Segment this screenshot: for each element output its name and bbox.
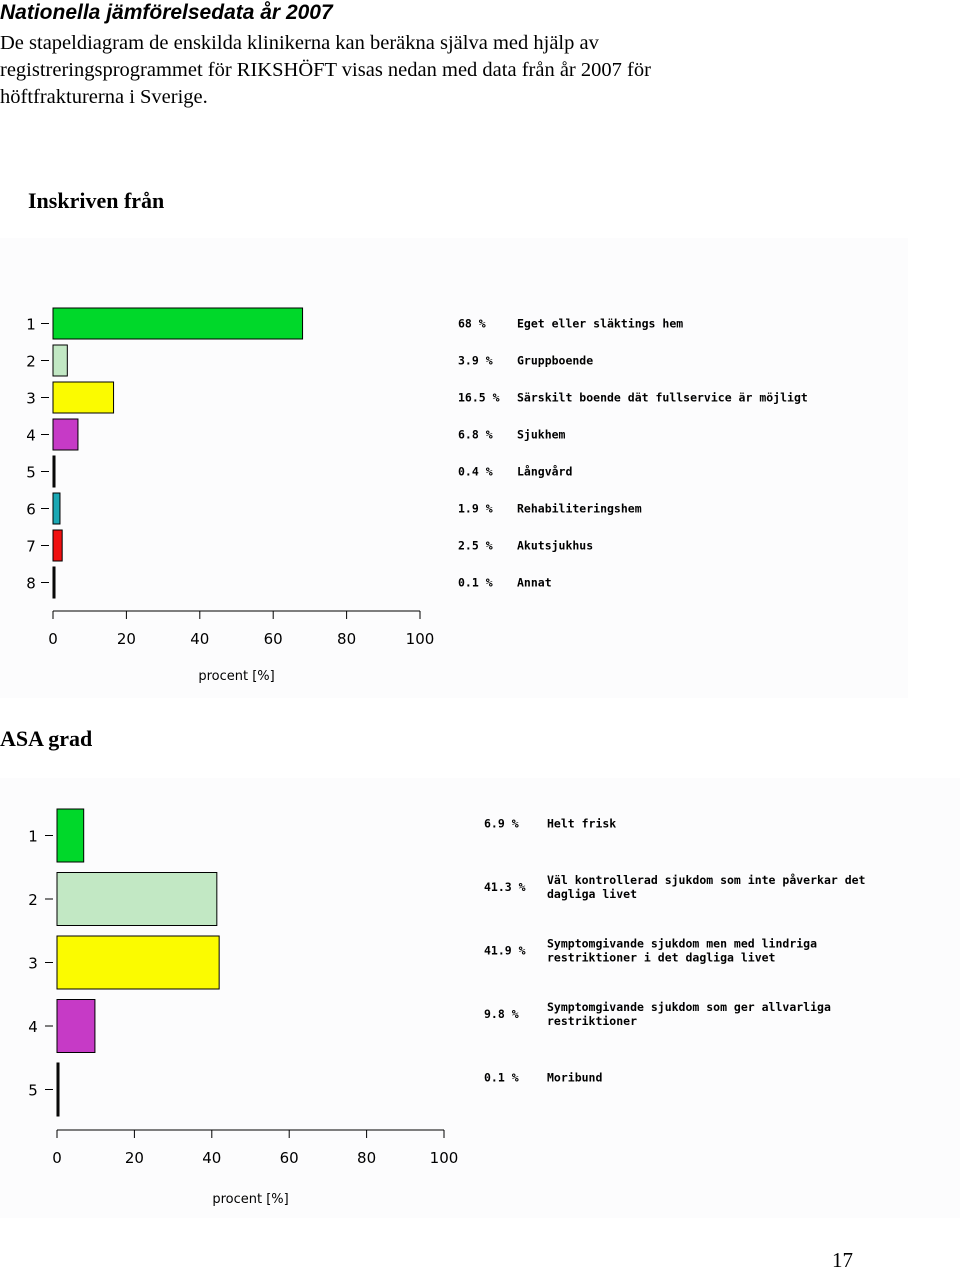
x-axis-title: procent [%] [198,669,275,684]
category-label: Särskilt boende dät fullservice är möjligt [517,390,808,405]
y-tick-label: 6 [26,500,36,519]
section-title-asa: ASA grad [0,726,93,751]
category-label: Helt frisk [547,816,617,831]
category-label: Annat [517,575,552,590]
category-label: Sjukhem [517,427,566,442]
x-tick-label: 100 [429,1149,459,1167]
bar [57,936,219,989]
y-tick-label: 7 [26,537,36,556]
bar [53,530,62,561]
x-axis-title: procent [%] [212,1192,289,1207]
bar [57,873,217,926]
bar [57,1000,95,1053]
y-tick-label: 4 [28,1018,38,1036]
category-label: restriktioner [547,1014,638,1028]
chart-asa-grad [0,778,960,1218]
bar [57,809,84,862]
category-label: Väl kontrollerad sjukdom som inte påverkar det [547,873,866,887]
value-label: 6.9 % [484,816,519,831]
category-label: dagliga livet [547,887,638,901]
x-tick-label: 20 [116,630,136,648]
page-heading: Nationella jämförelsedata år 2007 [0,1,333,24]
value-label: 2.5 % [458,538,493,553]
value-label: 68 % [458,316,486,331]
value-label: 16.5 % [458,390,500,405]
value-label: 9.8 % [484,1007,519,1021]
y-tick-label: 2 [26,352,36,371]
category-label: Symptomgivande sjukdom som ger allvarliga [547,1000,831,1014]
x-tick-label: 80 [337,630,357,648]
bar [53,308,303,339]
category-label: Moribund [547,1070,603,1085]
value-label: 1.9 % [458,501,493,516]
y-tick-label: 2 [28,891,38,909]
y-tick-label: 5 [28,1081,38,1100]
chart-inskriven-fran [0,238,908,698]
value-label: 0.4 % [458,464,493,479]
value-label: 0.1 % [484,1070,519,1085]
page-number: 17 [832,1248,853,1272]
bar [53,382,114,413]
bar [53,345,67,376]
y-tick-label: 3 [26,389,36,408]
bar [57,1063,59,1116]
category-label: Långvård [517,464,573,479]
value-label: 41.3 % [484,880,526,894]
x-tick-label: 0 [52,1149,62,1167]
category-label: Rehabiliteringshem [517,501,642,516]
x-tick-label: 40 [202,1149,222,1167]
chart-inskriven-svg [0,238,908,698]
x-tick-label: 100 [405,630,435,648]
value-label: 0.1 % [458,575,493,590]
value-label: 6.8 % [458,427,493,442]
category-label: restriktioner i det dagliga livet [547,950,776,965]
bar [53,567,55,598]
x-tick-label: 20 [124,1149,144,1167]
x-tick-label: 60 [263,630,283,648]
section-title-inskriven: Inskriven från [28,188,165,213]
y-tick-label: 8 [26,574,36,593]
y-tick-label: 1 [28,827,38,846]
x-tick-label: 40 [190,630,210,648]
x-tick-label: 0 [48,630,58,648]
y-tick-label: 1 [26,315,36,334]
bar [53,493,60,524]
bar [53,456,55,487]
value-label: 41.9 % [484,943,526,958]
y-tick-label: 3 [28,954,38,973]
bar [53,419,78,450]
category-label: Eget eller släktings hem [517,316,684,331]
x-tick-label: 80 [357,1149,377,1167]
category-label: Akutsjukhus [517,538,594,553]
category-label: Symptomgivande sjukdom men med lindriga [547,936,818,951]
chart-asa-svg [0,778,960,1218]
intro-paragraph: De stapeldiagram de enskilda klinikerna kan beräkna själva med hjälp av registreringsprogrammet för RIKSHÖFT visas nedan med data från år 2007 för höftfrakturerna i Sverige. [0,32,651,108]
y-tick-label: 5 [26,463,36,482]
value-label: 3.9 % [458,353,493,368]
y-tick-label: 4 [26,426,36,445]
category-label: Gruppboende [517,353,594,368]
x-tick-label: 60 [279,1149,299,1167]
